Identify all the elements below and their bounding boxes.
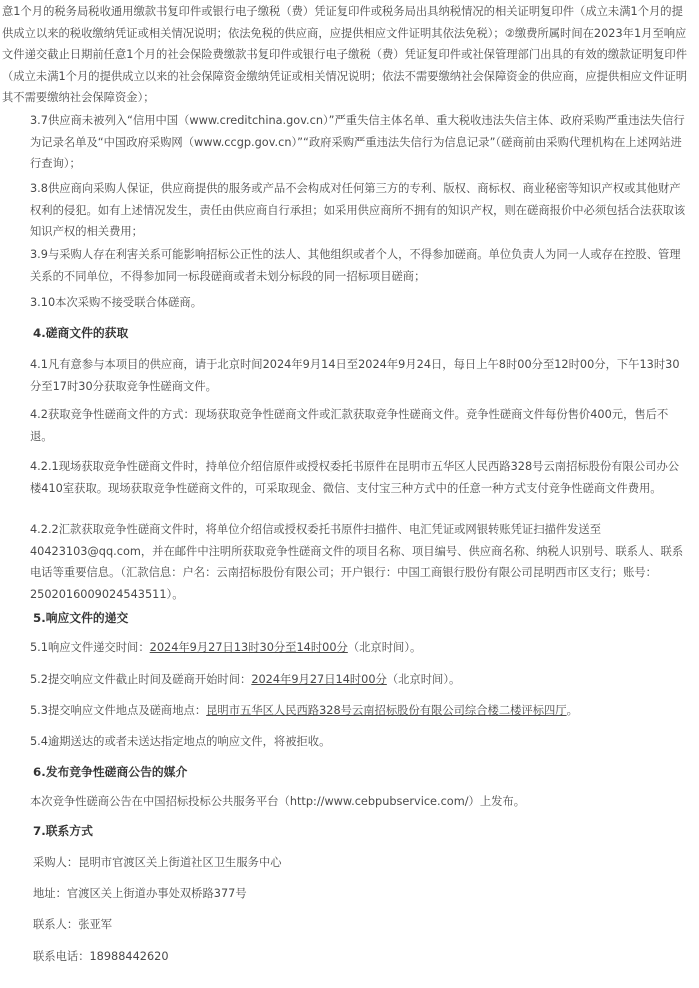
clause-4-1: 4.1凡有意参与本项目的供应商，请于北京时间2024年9月14日至2024年9月24日，每日上午8时00分至12时00分，下午13时30分至17时30分获取竞争性磋商文件。 xyxy=(30,358,680,393)
clause-4-2-1: 4.2.1现场获取竞争性磋商文件时，持单位介绍信原件或授权委托书原件在昆明市五华区人民西路328号云南招标股份有限公司办公楼410室获取。现场获取竞争性磋商文件的，可采取现金、微信、支付宝三种方式中的任意一种方式支付竞争性磋商文件费用。 xyxy=(30,460,680,495)
clause-3-8: 3.8供应商向采购人保证，供应商提供的服务或产品不会构成对任何第三方的专利、版权、商标权、商业秘密等知识产权或其他财产权利的侵犯。如有上述情况发生，责任由供应商自行承担；如采用供应商所不拥有的知识产权，则在磋商报价中必须包括合法获取该知识产权的相关费用； xyxy=(30,182,686,238)
clause-5-2-date: 2024年9月27日14时00分 xyxy=(251,673,387,686)
clause-5-3 xyxy=(30,700,687,722)
section-6-heading: 6.发布竞争性磋商公告的媒介 xyxy=(33,765,188,779)
clause-5-1 xyxy=(30,637,687,659)
clause-5-2-suffix: （北京时间）。 xyxy=(386,673,461,686)
section-6-text: 本次竞争性磋商公告在中国招标投标公共服务平台（http://www.cebpubservice.com/）上发布。 xyxy=(30,795,526,808)
clause-4-2-2: 4.2.2汇款获取竞争性磋商文件时，将单位介绍信或授权委托书原件扫描件、电汇凭证或网银转账凭证扫描件发送至40423103@qq.com，并在邮件中注明所获取竞争性磋商文件的项目名称、项目编号、供应商名称、纳税人识别号、联系人、联系电话等重要信息。（汇款信息：户名：云南招标股份有限公司；开户银行：中国工商银行股份有限公司昆明西市区支行；账号：2502016009024543511）。 xyxy=(30,523,684,601)
clause-5-2 xyxy=(30,669,687,691)
contact-address: 地址：官渡区关上街道办事处双桥路377号 xyxy=(33,887,247,900)
contact-phone: 联系电话：18988442620 xyxy=(33,950,169,963)
clause-5-3-suffix: 。 xyxy=(566,704,578,717)
section-5-heading: 5.响应文件的递交 xyxy=(33,611,129,625)
clause-5-1-suffix: （北京时间）。 xyxy=(347,641,422,654)
clause-3-9: 3.9与采购人存在利害关系可能影响招标公正性的法人、其他组织或者个人，不得参加磋商。单位负责人为同一人或存在控股、管理关系的不同单位，不得参加同一标段磋商或者未划分标段的同一招标项目磋商； xyxy=(30,248,681,283)
contact-purchaser: 采购人：昆明市官渡区关上街道社区卫生服务中心 xyxy=(33,856,282,869)
clause-4-2: 4.2获取竞争性磋商文件的方式：现场获取竞争性磋商文件或汇款获取竞争性磋商文件。竞争性磋商文件每份售价400元，售后不退。 xyxy=(30,408,669,443)
section-7-heading: 7.联系方式 xyxy=(33,824,93,838)
clause-3-7: 3.7供应商未被列入“信用中国（www.creditchina.gov.cn）”严重失信主体名单、重大税收违法失信主体、政府采购严重违法失信行为记录名单及“中国政府采购网（www.ccgp.gov.cn）”“政府采购严重违法失信行为信息记录”（磋商前由采购代理机构在上述网站进行查询）； xyxy=(30,114,685,170)
clause-5-3-label: 5.3提交响应文件地点及磋商地点： xyxy=(30,704,207,717)
contact-person: 联系人：张亚军 xyxy=(33,918,113,931)
clause-5-4: 5.4逾期送达的或者未送达指定地点的响应文件，将被拒收。 xyxy=(30,735,331,748)
intro-paragraph: 意1个月的税务局税收通用缴款书复印件或银行电子缴税（费）凭证复印件或税务局出具纳税情况的相关证明复印件（成立未满1个月的提供成立以来的税收缴纳凭证或相关情况说明；依法免税的供应商，应提供相应文件证明其依法免税）；②缴费所属时间在2023年1月至响应文件递交截止日期前任意1个月的社会保险费缴款书复印件或银行电子缴税（费）凭证复印件或社保管理部门出具的有效的缴款证明复印件（成立未满1个月的提供成立以来的社会保障资金缴纳凭证或相关情况说明；依法不需要缴纳社会保障资金的供应商，应提供相应文件证明其不需要缴纳社会保障资金）； xyxy=(2,5,688,104)
clause-5-1-date: 2024年9月27日13时30分至14时00分 xyxy=(149,641,348,654)
clause-5-3-place: 昆明市五华区人民西路328号云南招标股份有限公司综合楼二楼评标四厅 xyxy=(206,704,567,717)
section-4-heading: 4.磋商文件的获取 xyxy=(33,326,129,340)
clause-5-2-label: 5.2提交响应文件截止时间及磋商开始时间： xyxy=(30,673,252,686)
clause-5-1-label: 5.1响应文件递交时间： xyxy=(30,641,150,654)
clause-3-10: 3.10本次采购不接受联合体磋商。 xyxy=(30,296,203,309)
